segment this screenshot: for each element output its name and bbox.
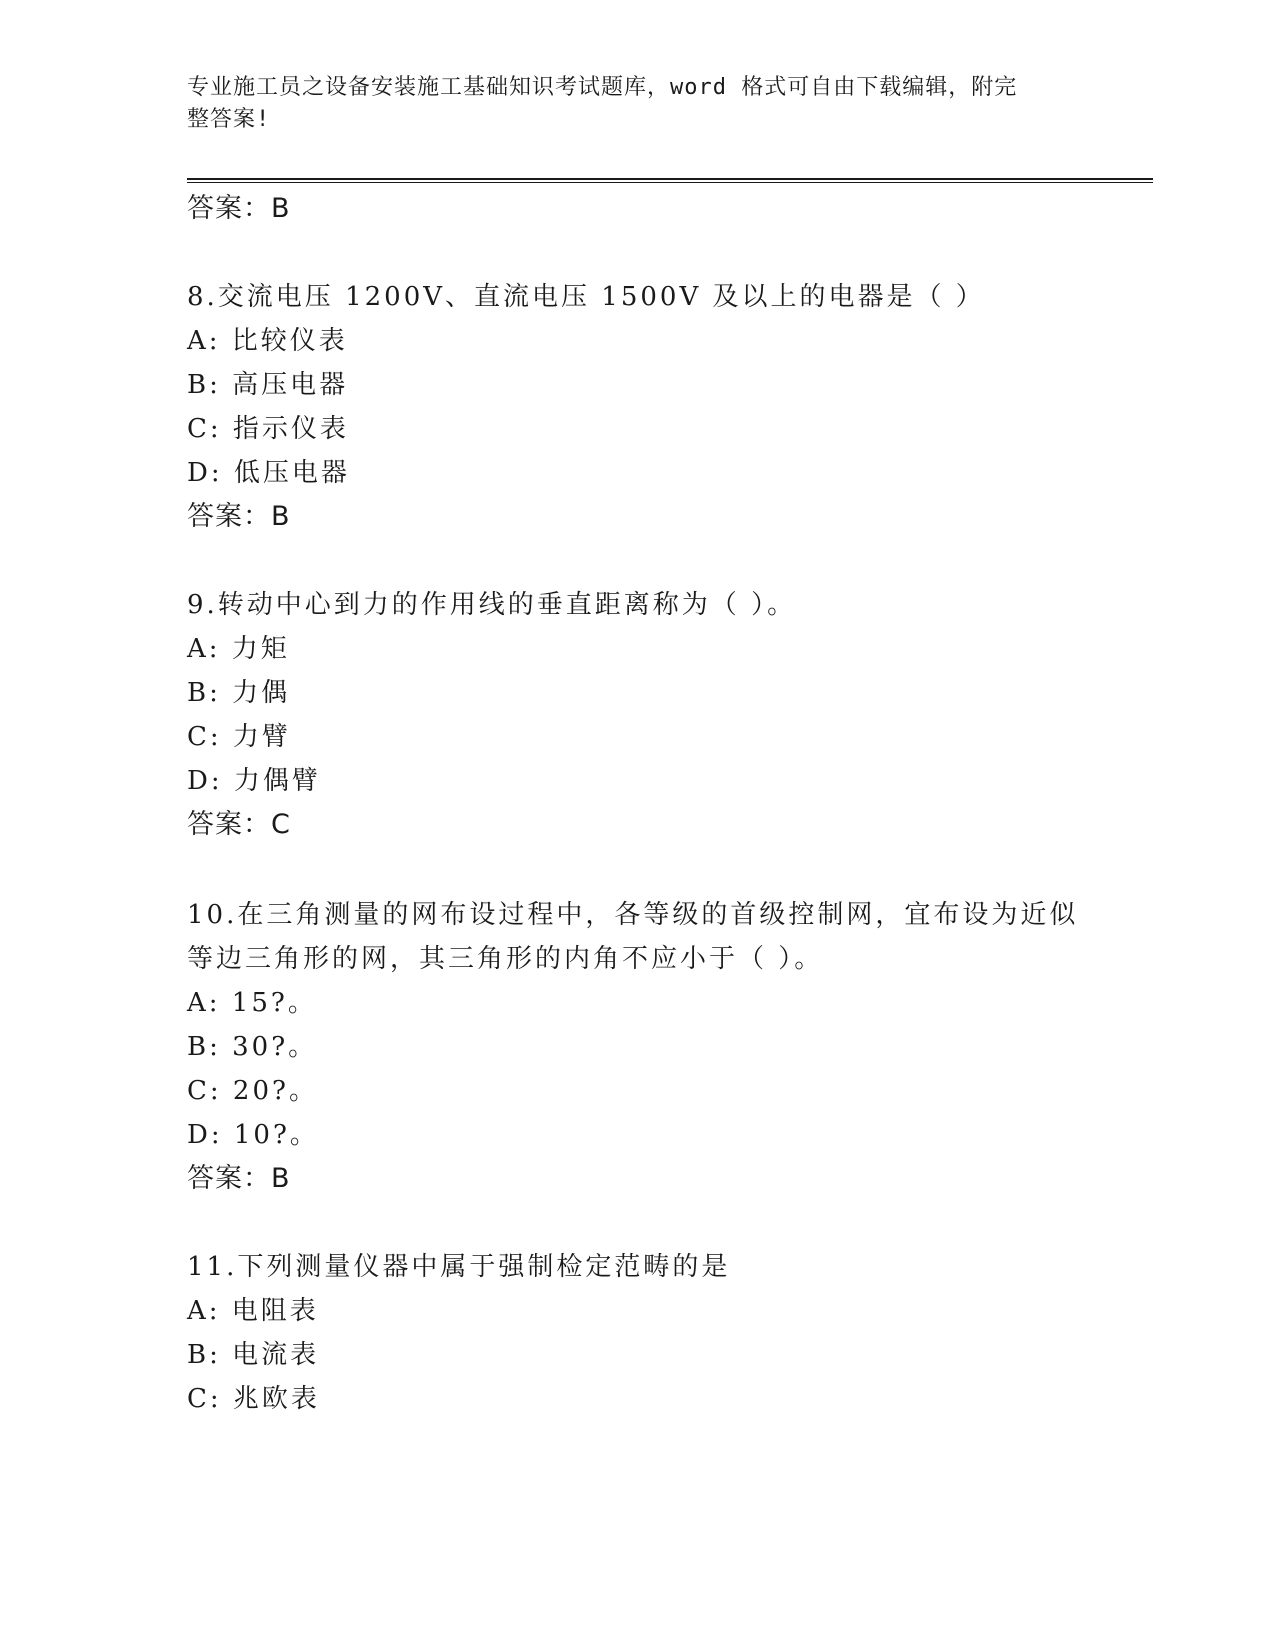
header-divider <box>187 178 1153 180</box>
question-10-stem-line-1: 10.在三角测量的网布设过程中，各等级的首级控制网，宜布设为近似 <box>187 900 1079 930</box>
question-8-option-d: D: 低压电器 <box>187 458 350 488</box>
question-11-option-a: A: 电阻表 <box>187 1296 319 1326</box>
question-9-answer: 答案：C <box>187 809 291 840</box>
previous-answer: 答案：B <box>187 193 291 224</box>
question-8-stem: 8.交流电压 1200V、直流电压 1500V 及以上的电器是（ ） <box>187 282 985 312</box>
document-header <box>187 72 1067 136</box>
question-10-answer: 答案：B <box>187 1163 291 1194</box>
question-9-option-c: C: 力臂 <box>187 722 291 752</box>
question-9-option-b: B: 力偶 <box>187 678 291 708</box>
header-divider-thin <box>187 182 1153 183</box>
question-8-option-c: C: 指示仪表 <box>187 414 349 444</box>
question-9-stem: 9.转动中心到力的作用线的垂直距离称为（ ）。 <box>187 590 797 620</box>
header-line-1: 专业施工员之设备安装施工基础知识考试题库，word 格式可自由下载编辑，附完 <box>187 75 1018 100</box>
question-9-option-a: A: 力矩 <box>187 634 290 664</box>
question-10-option-d: D: 10?。 <box>187 1120 319 1150</box>
question-10-option-a: A: 15?。 <box>187 988 317 1018</box>
question-9-option-d: D: 力偶臂 <box>187 766 321 796</box>
question-11-stem: 11.下列测量仪器中属于强制检定范畴的是 <box>187 1252 731 1282</box>
question-10-option-c: C: 20?。 <box>187 1076 318 1106</box>
question-8-option-a: A: 比较仪表 <box>187 326 348 356</box>
question-11-option-b: B: 电流表 <box>187 1340 320 1370</box>
header-line-2: 整答案! <box>187 107 271 132</box>
question-10-stem-line-2: 等边三角形的网，其三角形的内角不应小于（ ）。 <box>187 944 824 974</box>
question-11-option-c: C: 兆欧表 <box>187 1384 320 1414</box>
question-8-answer: 答案：B <box>187 501 291 532</box>
question-10-option-b: B: 30?。 <box>187 1032 318 1062</box>
question-8-option-b: B: 高压电器 <box>187 370 349 400</box>
